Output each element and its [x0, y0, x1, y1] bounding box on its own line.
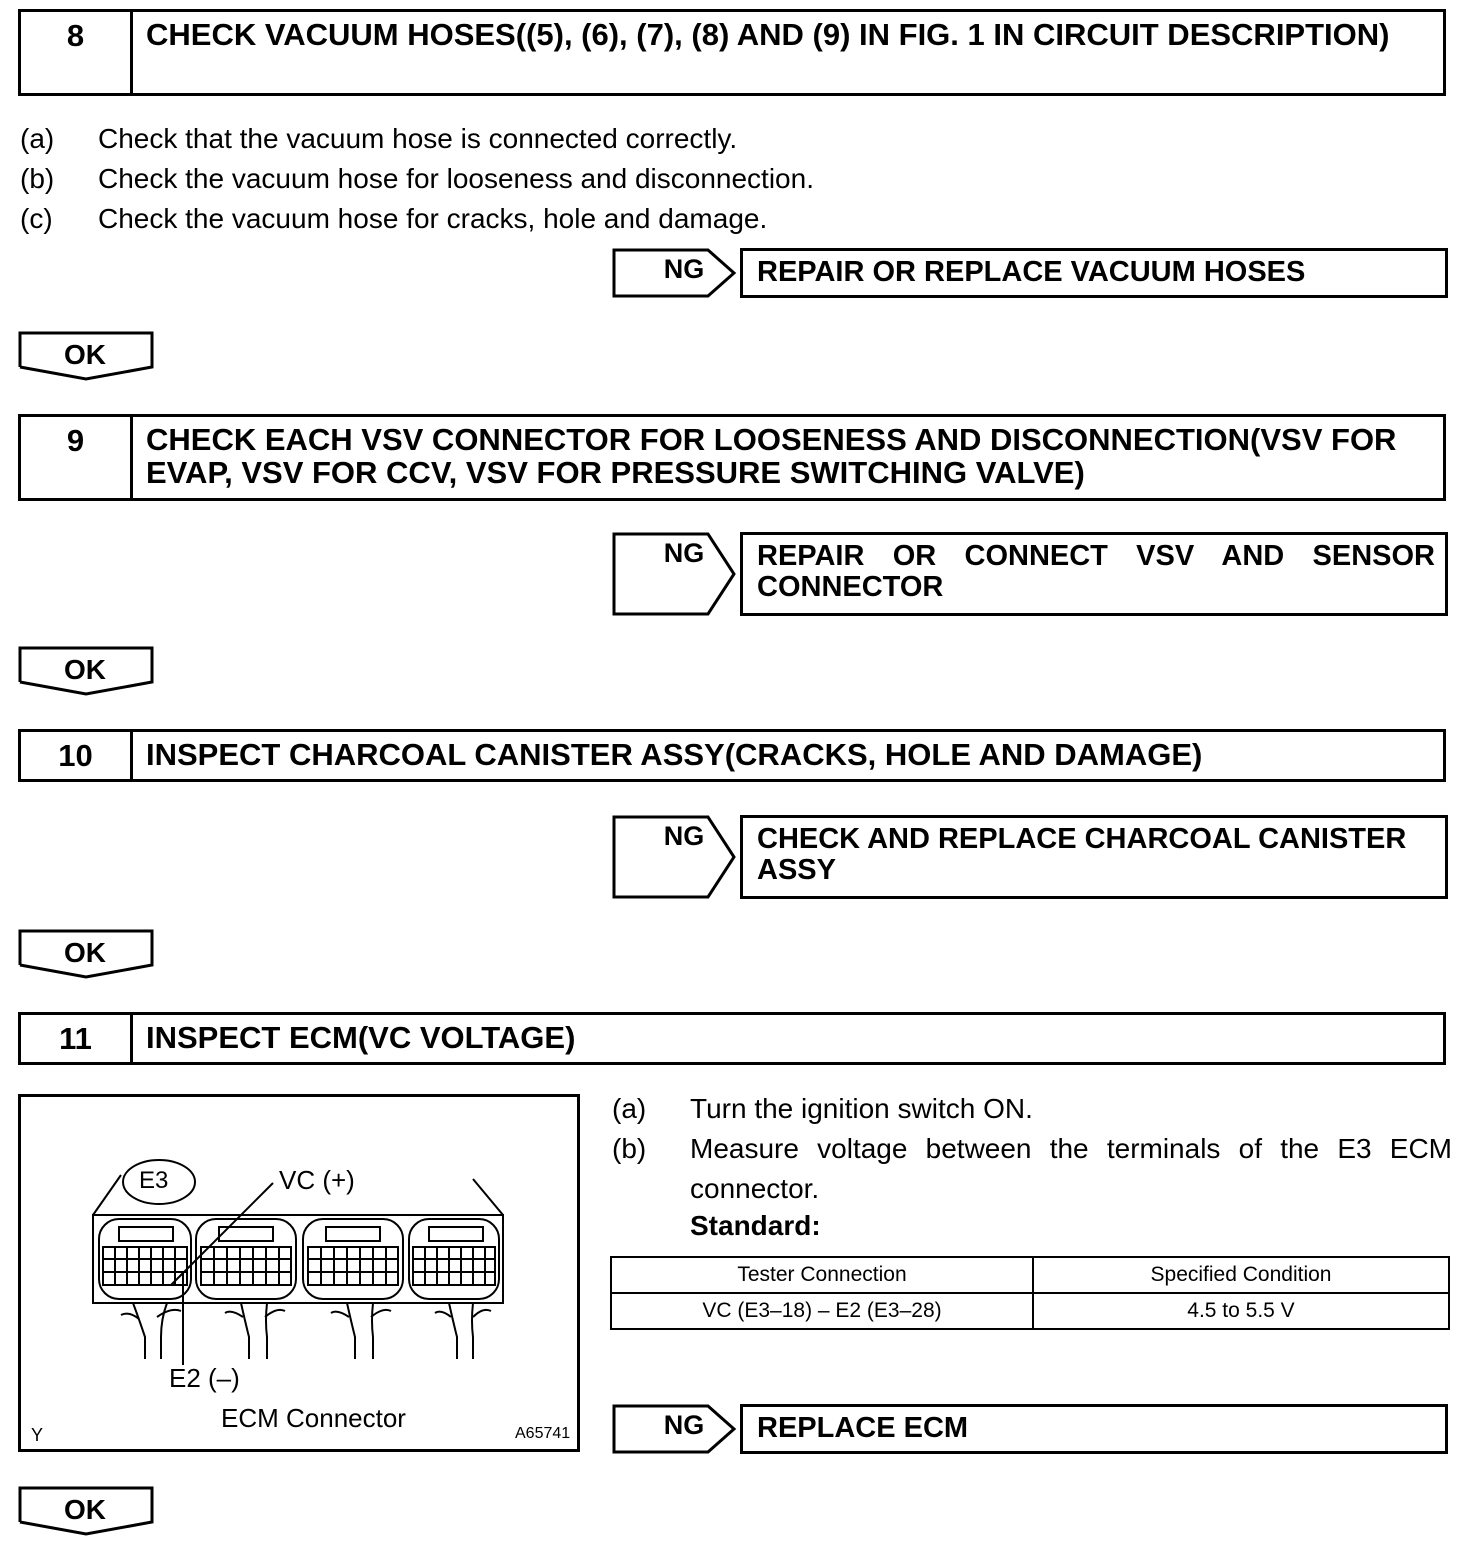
ng-label: NG	[663, 254, 705, 284]
instruction-item	[612, 1129, 1452, 1209]
standard-label: Standard:	[690, 1210, 821, 1241]
instruction-label: (a)	[612, 1093, 647, 1124]
step-title: INSPECT ECM(VC VOLTAGE)	[146, 1020, 576, 1055]
ecm-connector-illustration	[21, 1097, 577, 1449]
instruction-text: Measure voltage between the terminals of the E3 ECM	[690, 1133, 1452, 1164]
table-header-cell: Specified Condition	[1033, 1257, 1449, 1293]
instruction-item	[612, 1089, 1452, 1129]
ng-action	[740, 532, 1448, 616]
instruction-item	[20, 159, 814, 199]
diagram-corner-mark: Y	[31, 1425, 44, 1445]
instruction-text: Check that the vacuum hose is connected correctly.	[98, 123, 738, 154]
table-header-row	[611, 1257, 1449, 1293]
table-header-cell: Tester Connection	[611, 1257, 1033, 1293]
step-10-header	[18, 729, 1446, 782]
step-title: CHECK VACUUM HOSES((5), (6), (7), (8) AND (9) IN FIG. 1 IN CIRCUIT DESCRIPTION)	[146, 17, 1390, 52]
e2-terminal-label: E2 (–)	[169, 1363, 240, 1393]
ok-branch	[18, 929, 156, 981]
ecm-connector-diagram	[18, 1094, 580, 1452]
table-row	[611, 1293, 1449, 1329]
instruction-label: (b)	[20, 163, 55, 194]
ng-action: REPAIR OR REPLACE VACUUM HOSES	[740, 248, 1448, 298]
step-title: CHECK EACH VSV CONNECTOR FOR LOOSENESS AND DISCONNECTION(VSV FOR EVAP, VSV FOR CCV, VSV FOR PRESSURE SWITCHING VALVE)	[146, 422, 1397, 490]
ng-label: NG	[663, 1410, 705, 1440]
ng-action-line: CONNECTOR	[757, 571, 944, 603]
ng-action	[740, 815, 1448, 899]
step-8-header	[18, 9, 1446, 96]
ok-label: OK	[64, 339, 106, 370]
table-cell: VC (E3–18) – E2 (E3–28)	[611, 1293, 1033, 1329]
ng-branch	[612, 532, 1452, 616]
instruction-label: (b)	[612, 1133, 647, 1164]
figure-id: A65741	[515, 1425, 571, 1442]
ng-action-line: ASSY	[757, 854, 836, 886]
step-number: 8	[21, 12, 133, 93]
step-9-header	[18, 414, 1446, 501]
vc-terminal-label: VC (+)	[279, 1165, 355, 1195]
instruction-text: Check the vacuum hose for looseness and disconnection.	[98, 163, 814, 194]
instruction-text: Check the vacuum hose for cracks, hole and damage.	[98, 203, 768, 234]
ok-label: OK	[64, 654, 106, 685]
instruction-item	[20, 199, 767, 239]
ok-label: OK	[64, 1494, 106, 1525]
instruction-label: (c)	[20, 203, 53, 234]
ng-branch	[612, 1404, 1452, 1454]
ng-label: NG	[663, 538, 705, 568]
ng-branch	[612, 815, 1452, 899]
step-number: 9	[21, 417, 133, 498]
step-11-header	[18, 1012, 1446, 1065]
ok-label: OK	[64, 937, 106, 968]
ok-branch	[18, 646, 156, 698]
instruction-item	[20, 119, 737, 159]
ng-action-line: CHECK AND REPLACE CHARCOAL CANISTER	[757, 823, 1407, 855]
step-number: 11	[21, 1015, 133, 1062]
diagram-caption: ECM Connector	[221, 1403, 406, 1433]
connector-e3-label: E3	[139, 1167, 169, 1194]
ok-branch	[18, 1486, 156, 1538]
instruction-text: connector.	[690, 1173, 820, 1204]
ng-label: NG	[663, 821, 705, 851]
ng-action: REPLACE ECM	[740, 1404, 1448, 1454]
table-cell: 4.5 to 5.5 V	[1033, 1293, 1449, 1329]
instruction-label: (a)	[20, 123, 55, 154]
step-number: 10	[21, 732, 133, 779]
ng-branch	[612, 248, 1452, 298]
step-title: INSPECT CHARCOAL CANISTER ASSY(CRACKS, HOLE AND DAMAGE)	[146, 737, 1203, 772]
spec-table	[610, 1256, 1450, 1330]
instruction-text: Turn the ignition switch ON.	[690, 1093, 1033, 1124]
ng-action-line: REPAIR OR CONNECT VSV AND SENSOR	[757, 540, 1435, 572]
ok-branch	[18, 331, 156, 383]
